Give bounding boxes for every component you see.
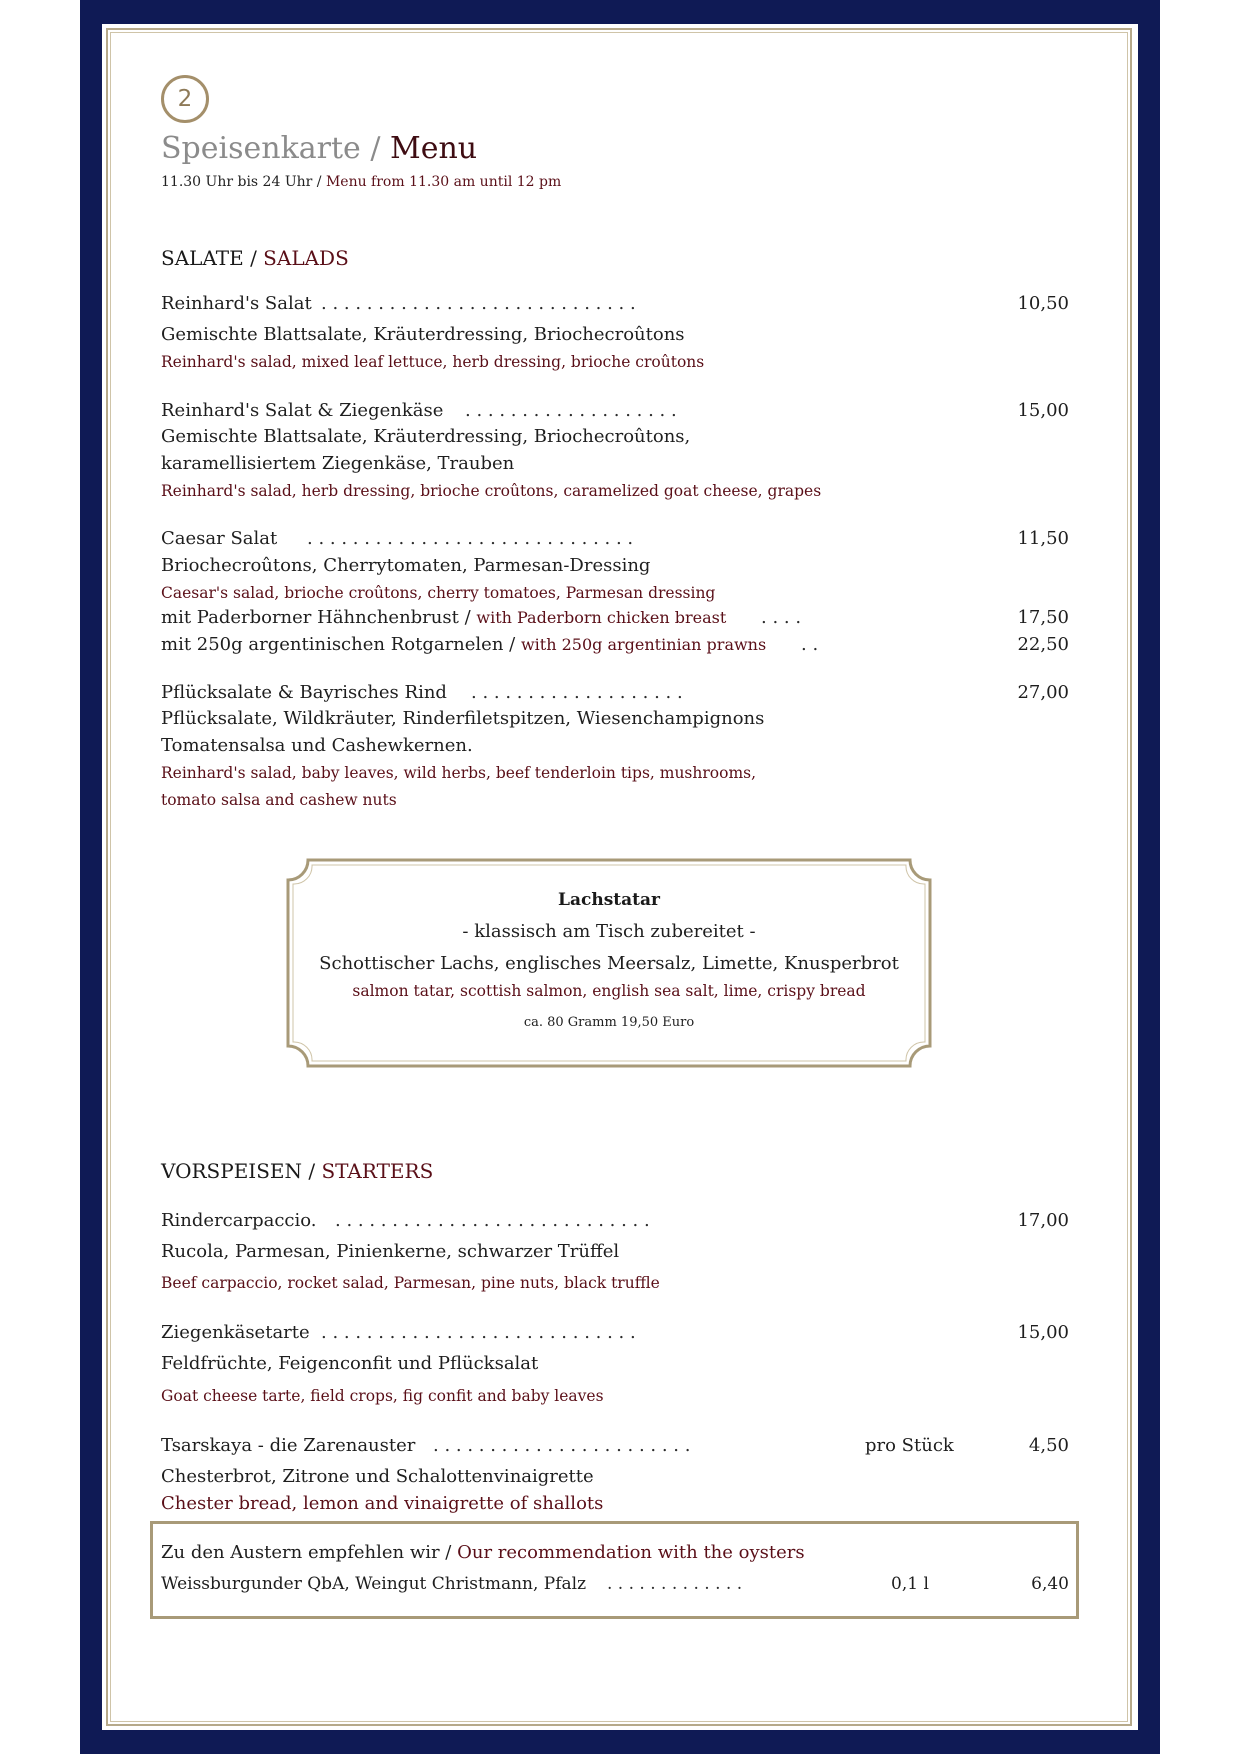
menu-item-row [161, 293, 1069, 317]
page-title [161, 131, 477, 166]
item-description-de: Gemischte Blattsalate, Kräuterdressing, Briochecroûtons [161, 324, 685, 345]
wine-row [161, 1574, 1069, 1598]
item-description-de: Gemischte Blattsalate, Kräuterdressing, Briochecroûtons, [161, 426, 691, 447]
leader-dots: . . . . . . . . . . . . . [607, 1574, 743, 1594]
menu-item-row [161, 1210, 1069, 1234]
item-price: 11,50 [1017, 528, 1069, 549]
menu-item-row [161, 1435, 1069, 1459]
addon-en: with Paderborn chicken breast [476, 608, 727, 627]
leader-dots: . . . . [761, 607, 802, 628]
page-number-badge: 2 [161, 75, 209, 123]
feature-description-de: Schottischer Lachs, englisches Meersalz, Limette, Knusperbrot [319, 953, 899, 974]
addon-en: with 250g argentinian prawns [520, 635, 767, 654]
item-price: 10,50 [1017, 293, 1069, 314]
feature-title: Lachstatar [558, 890, 660, 910]
addon-de: mit Paderborner Hähnchenbrust / [161, 607, 477, 628]
leader-dots: . . . . . . . . . . . . . . . . . . . . . . . . . . . . [321, 293, 636, 314]
item-description-en: Goat cheese tarte, field crops, fig confit and baby leaves [161, 1387, 604, 1405]
item-description-en: Reinhard's salad, mixed leaf lettuce, herb dressing, brioche croûtons [161, 353, 705, 371]
feature-description-en: salmon tatar, scottish salmon, english sea salt, lime, crispy bread [352, 982, 866, 1000]
item-description-de: Chesterbrot, Zitrone und Schalottenvinaigrette [161, 1466, 594, 1487]
wine-name: Weissburgunder QbA, Weingut Christmann, Pfalz [161, 1574, 587, 1594]
leader-dots: . . . . . . . . . . . . . . . . . . . . . . . . . . . . . [307, 528, 634, 549]
item-name: Reinhard's Salat [161, 293, 312, 314]
leader-dots: . . [801, 634, 819, 655]
item-description-de: Briochecroûtons, Cherrytomaten, Parmesan-Dressing [161, 555, 651, 576]
item-description-en: tomato salsa and cashew nuts [161, 791, 397, 809]
title-en: Menu [389, 131, 478, 166]
menu-item-row [161, 400, 1069, 424]
item-name: Rindercarpaccio. [161, 1210, 317, 1231]
opening-hours-en: Menu from 11.30 am until 12 pm [325, 174, 562, 190]
title-sep: / [360, 131, 390, 166]
item-unit: pro Stück [865, 1435, 954, 1456]
title-de: Speisenkarte [161, 131, 361, 166]
addon-price: 17,50 [1017, 607, 1069, 628]
item-price: 17,00 [1017, 1210, 1069, 1231]
opening-hours-de: 11.30 Uhr bis 24 Uhr / [161, 174, 326, 190]
leader-dots: . . . . . . . . . . . . . . . . . . . [471, 682, 683, 703]
item-price: 27,00 [1017, 682, 1069, 703]
item-description-de: Tomatensalsa und Cashewkernen. [161, 735, 473, 756]
item-description-en: Chester bread, lemon and vinaigrette of shallots [161, 1493, 604, 1514]
section-heading-salads: SALATE / SALADS [161, 246, 349, 270]
wine-volume: 0,1 l [891, 1574, 929, 1594]
opening-hours [161, 174, 561, 190]
addon-price: 22,50 [1017, 634, 1069, 655]
addon-row [161, 607, 1069, 631]
item-name: Tsarskaya - die Zarenauster [161, 1435, 416, 1456]
menu-item-row [161, 1322, 1069, 1346]
addon-de: mit 250g argentinischen Rotgarnelen / [161, 634, 521, 655]
item-name: Caesar Salat [161, 528, 278, 549]
item-description-en: Reinhard's salad, herb dressing, brioche croûtons, caramelized goat cheese, grapes [161, 482, 822, 500]
wine-price: 6,40 [1031, 1574, 1069, 1594]
item-price: 15,00 [1017, 1322, 1069, 1343]
menu-item-row [161, 682, 1069, 706]
item-description-en: Beef carpaccio, rocket salad, Parmesan, pine nuts, black truffle [161, 1274, 660, 1292]
item-price: 15,00 [1017, 400, 1069, 421]
item-description-de: Feldfrüchte, Feigenconfit und Pflücksalat [161, 1353, 539, 1374]
item-description-en: Caesar's salad, brioche croûtons, cherry tomatoes, Parmesan dressing [161, 584, 716, 602]
oyster-recommendation-box [150, 1521, 1079, 1619]
section-heading-starters: VORSPEISEN / STARTERS [161, 1159, 434, 1183]
item-price: 4,50 [1028, 1435, 1069, 1456]
item-name: Reinhard's Salat & Ziegenkäse [161, 400, 444, 421]
leader-dots: . . . . . . . . . . . . . . . . . . . . . . . [433, 1435, 691, 1456]
leader-dots: . . . . . . . . . . . . . . . . . . . . . . . . . . . . [335, 1210, 650, 1231]
item-name: Pflücksalate & Bayrisches Rind [161, 682, 447, 703]
addon-row [161, 634, 1069, 658]
item-name: Ziegenkäsetarte [161, 1322, 310, 1343]
item-description-de: karamellisiertem Ziegenkäse, Trauben [161, 453, 515, 474]
feature-box-lachstatar [286, 858, 932, 1068]
menu-item-row [161, 528, 1069, 552]
leader-dots: . . . . . . . . . . . . . . . . . . . [465, 400, 677, 421]
item-description-en: Reinhard's salad, baby leaves, wild herbs, beef tenderloin tips, mushrooms, [161, 764, 757, 782]
item-description-de: Rucola, Parmesan, Pinienkerne, schwarzer Trüffel [161, 1241, 620, 1262]
item-description-de: Pflücksalate, Wildkräuter, Rinderfiletspitzen, Wiesenchampignons [161, 708, 765, 729]
feature-subtitle: - klassisch am Tisch zubereitet - [462, 921, 756, 942]
recommendation-heading: Zu den Austern empfehlen wir / Our recommendation with the oysters [161, 1542, 805, 1563]
feature-note: ca. 80 Gramm 19,50 Euro [523, 1015, 695, 1030]
leader-dots: . . . . . . . . . . . . . . . . . . . . . . . . . . . . [321, 1322, 636, 1343]
